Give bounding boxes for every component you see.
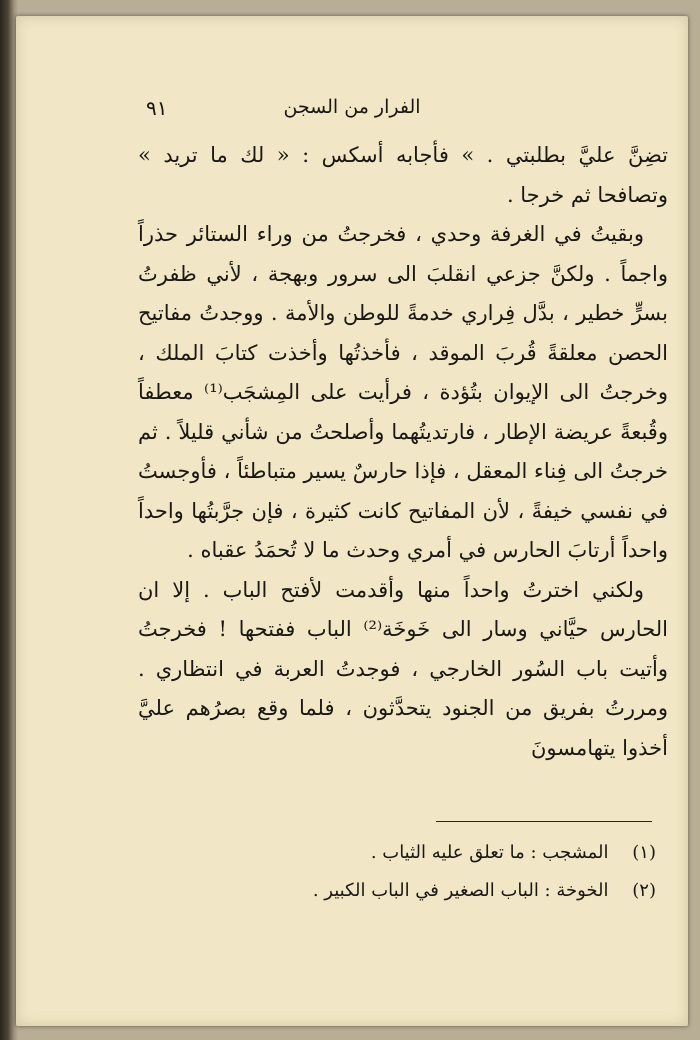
footnote-text: الخوخة : الباب الصغير في الباب الكبير . — [312, 880, 609, 901]
running-title: الفرار من السجن — [283, 96, 421, 118]
paragraph: ولكني اخترتُ واحداً منها وأقدمت لأفتح الباب . إلا ان الحارس حيَّاني وسار الى خَوخَة⁽²⁾ الباب ففتحها ! فخرجتُ وأتيت باب السُور الخارجي ، فوجدتُ العربة في انتظاري . ومررتُ بفريق من الجنود يتحدَّثون ، فلما وقع بصرُهم عليَّ أخذوا يتهامسونَ — [138, 577, 668, 760]
footnote-number: (٢) — [632, 880, 656, 901]
page-number: ٩١ — [146, 96, 168, 120]
running-header — [16, 96, 688, 132]
footnote-number: (١) — [632, 842, 656, 863]
paragraph: تضِنَّ عليَّ بطلبتي . » فأجابه أسكس : « لك ما تريد » وتصافحا ثم خرجا . — [138, 143, 668, 207]
footnote-text: المشجب : ما تعلق عليه الثياب . — [370, 842, 609, 863]
footnote — [276, 834, 656, 872]
footnote — [276, 872, 656, 910]
book-page — [16, 16, 688, 1026]
footnotes — [276, 834, 656, 910]
main-text — [138, 136, 668, 768]
footnote-divider — [436, 821, 652, 822]
paragraph: وبقيتُ في الغرفة وحدي ، فخرجتُ من وراء الستائر حذراً واجماً . ولكنَّ جزعي انقلبَ الى سرور وبهجة ، لأني ظفرتُ بسرٍّ خطير ، بدَّل فِراري خدمةً للوطن والأمة . ووجدتُ مفاتيح الحصن معلقةً قُربَ الموقد ، فأخذتُها وأخذت كتابَ الملك ، وخرجتُ الى الإيوان بتُؤدة ، فرأيت على المِشجَب⁽¹⁾ معطفاً وقُبعةً عريضة الإطار ، فارتديتُهما وأصلحتُ من شأني قليلاً . ثم خرجتُ الى فِناء المعقل ، فإذا حارسٌ يسير متباطئاً ، فأوجستُ في نفسي خيفةً ، لأن المفاتيح كانت كثيرة ، فإن جرَّبتُها واحداً واحداً أرتابَ الحارس في أمري وحدث ما لا تُحمَدُ عقباه . — [138, 222, 668, 562]
